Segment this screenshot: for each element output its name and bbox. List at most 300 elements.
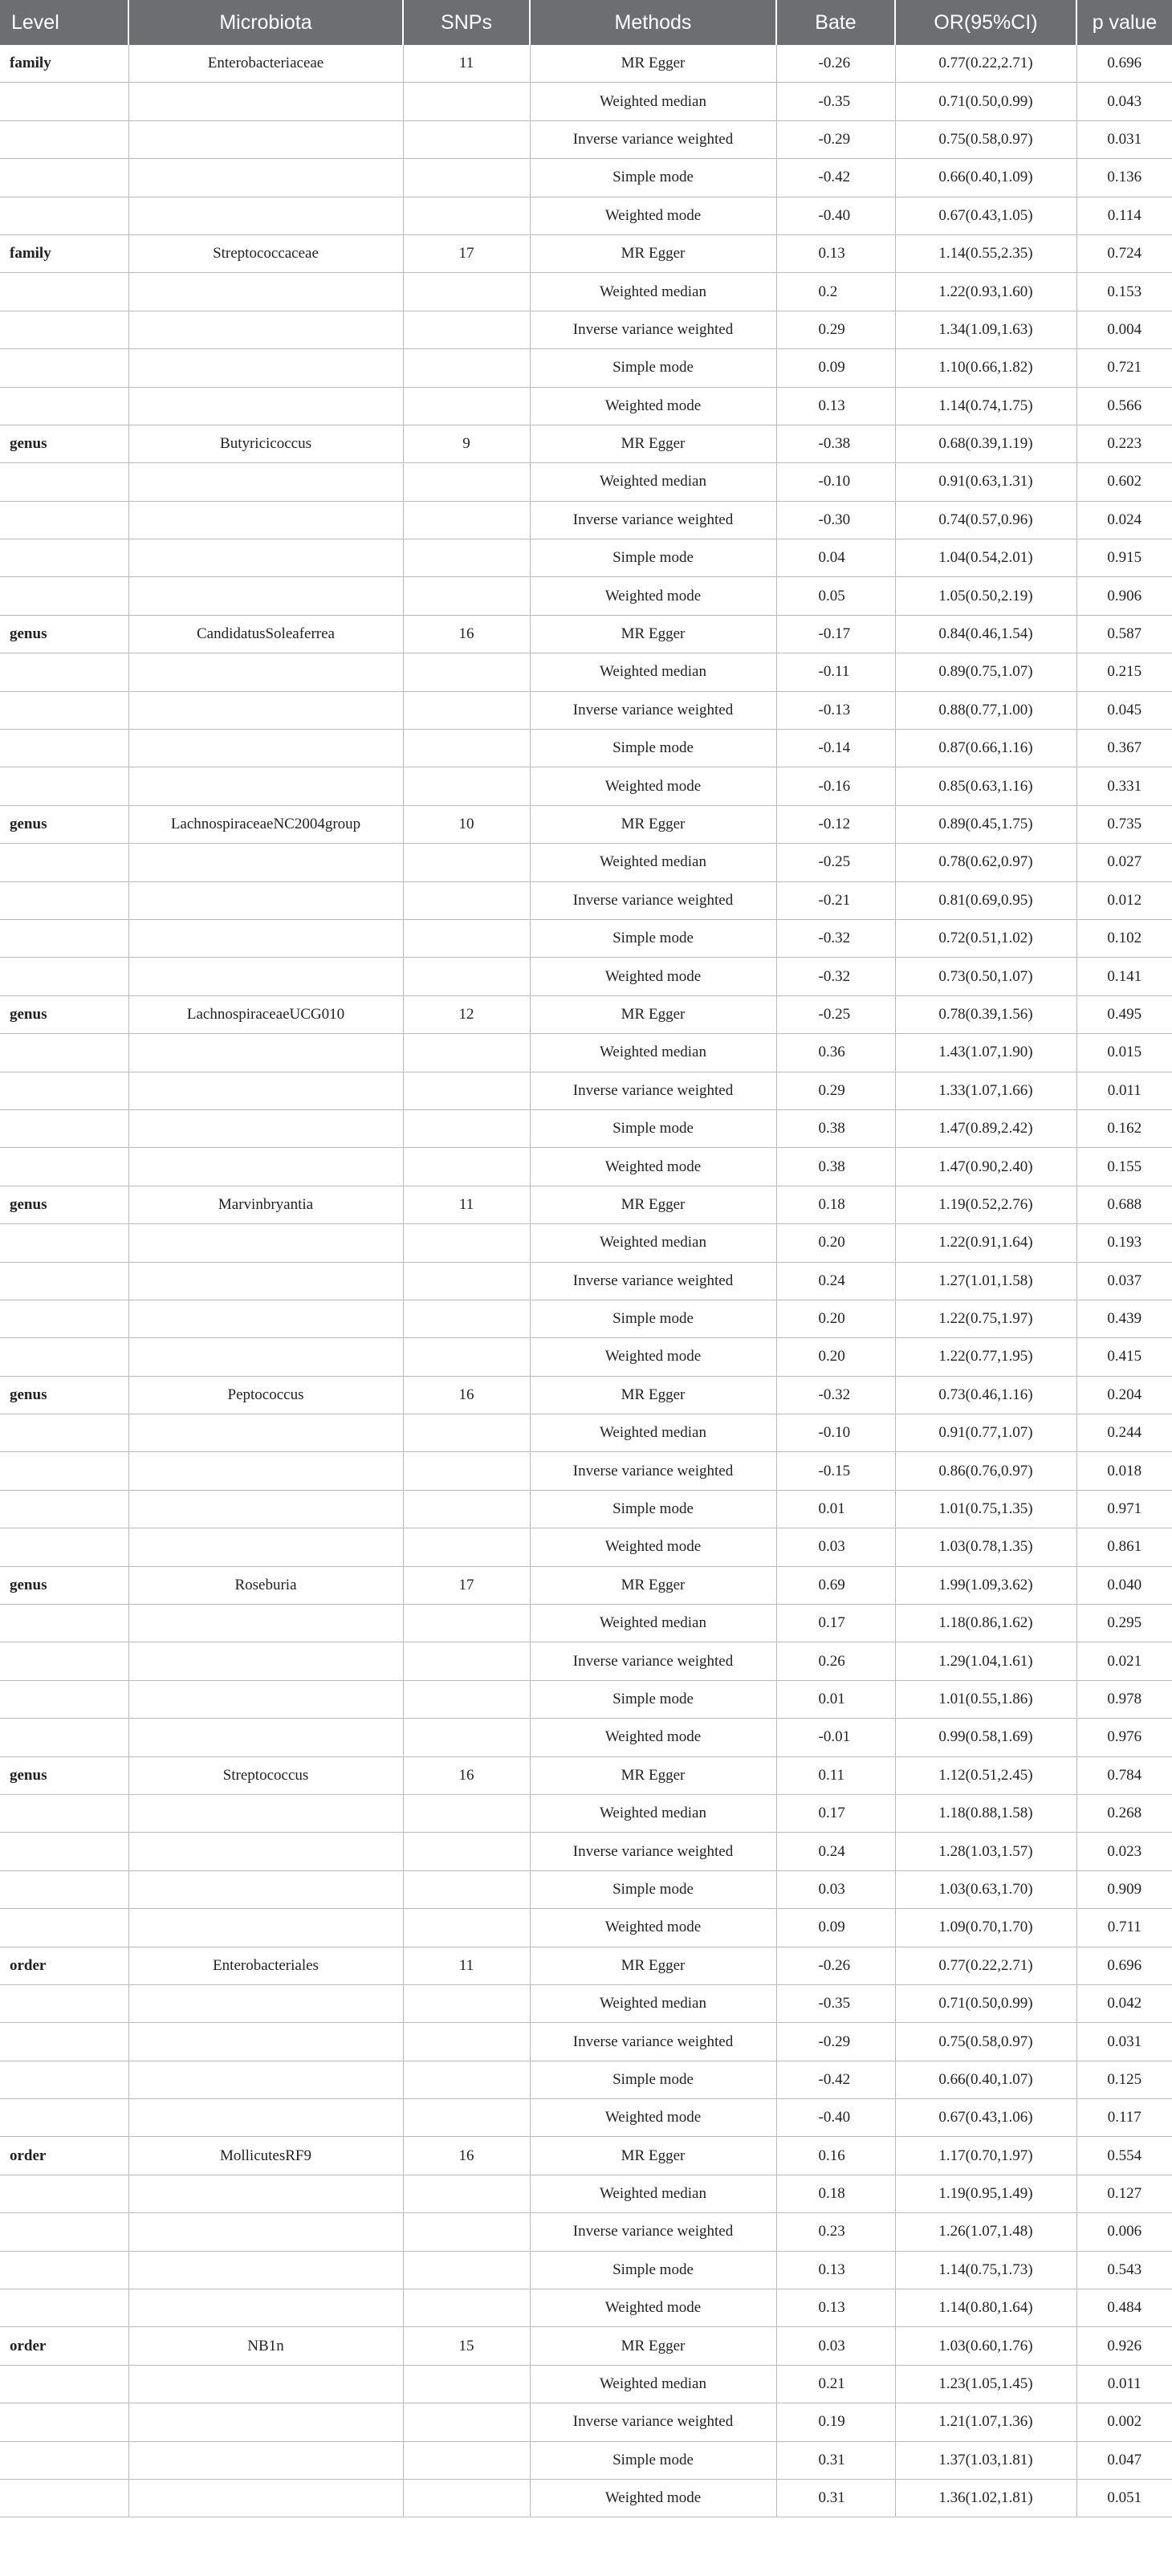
level-cell bbox=[0, 2403, 128, 2441]
p-value-cell: 0.215 bbox=[1076, 653, 1172, 691]
snps-cell: 17 bbox=[403, 234, 530, 272]
method-cell: Inverse variance weighted bbox=[530, 120, 776, 158]
bate-cell: -0.32 bbox=[776, 919, 895, 957]
level-cell bbox=[0, 159, 128, 197]
snps-cell bbox=[403, 1338, 530, 1376]
header-methods: Methods bbox=[530, 0, 776, 45]
table-row bbox=[0, 919, 1172, 957]
p-value-cell: 0.415 bbox=[1076, 1338, 1172, 1376]
table-row bbox=[0, 2023, 1172, 2061]
bate-cell: 0.69 bbox=[776, 1566, 895, 1604]
header-microbiota: Microbiota bbox=[128, 0, 403, 45]
method-cell: Simple mode bbox=[530, 1870, 776, 1908]
level-cell bbox=[0, 1490, 128, 1528]
bate-cell: 0.38 bbox=[776, 1109, 895, 1147]
snps-cell: 11 bbox=[403, 1186, 530, 1223]
or-ci-cell: 1.03(0.78,1.35) bbox=[895, 1528, 1076, 1566]
bate-cell: -0.10 bbox=[776, 1414, 895, 1452]
table-row bbox=[0, 1909, 1172, 1947]
bate-cell: -0.42 bbox=[776, 159, 895, 197]
snps-cell bbox=[403, 1072, 530, 1109]
or-ci-cell: 1.36(1.02,1.81) bbox=[895, 2480, 1076, 2517]
level-cell bbox=[0, 767, 128, 805]
level-cell bbox=[0, 958, 128, 995]
method-cell: Inverse variance weighted bbox=[530, 2023, 776, 2061]
or-ci-cell: 0.75(0.58,0.97) bbox=[895, 2023, 1076, 2061]
snps-cell bbox=[403, 2365, 530, 2403]
method-cell: Simple mode bbox=[530, 159, 776, 197]
method-cell: Simple mode bbox=[530, 730, 776, 767]
level-cell bbox=[0, 1109, 128, 1147]
table-row bbox=[0, 615, 1172, 653]
microbiota-cell bbox=[128, 2441, 403, 2479]
bate-cell: -0.17 bbox=[776, 615, 895, 653]
table-row bbox=[0, 83, 1172, 120]
p-value-cell: 0.721 bbox=[1076, 349, 1172, 387]
bate-cell: 0.13 bbox=[776, 234, 895, 272]
method-cell: MR Egger bbox=[530, 425, 776, 462]
bate-cell: -0.25 bbox=[776, 995, 895, 1033]
p-value-cell: 0.031 bbox=[1076, 120, 1172, 158]
level-cell bbox=[0, 2061, 128, 2098]
snps-cell bbox=[403, 1605, 530, 1642]
bate-cell: 0.20 bbox=[776, 1300, 895, 1337]
method-cell: Simple mode bbox=[530, 919, 776, 957]
header-or-ci: OR(95%CI) bbox=[895, 0, 1076, 45]
method-cell: MR Egger bbox=[530, 1947, 776, 1984]
or-ci-cell: 0.84(0.46,1.54) bbox=[895, 615, 1076, 653]
table-row bbox=[0, 2061, 1172, 2098]
snps-cell: 12 bbox=[403, 995, 530, 1033]
level-cell bbox=[0, 2365, 128, 2403]
or-ci-cell: 1.18(0.88,1.58) bbox=[895, 1794, 1076, 1832]
bate-cell: -0.10 bbox=[776, 463, 895, 501]
bate-cell: 0.17 bbox=[776, 1794, 895, 1832]
snps-cell bbox=[403, 1262, 530, 1300]
table-row bbox=[0, 1719, 1172, 1756]
bate-cell: 0.20 bbox=[776, 1338, 895, 1376]
method-cell: Inverse variance weighted bbox=[530, 1262, 776, 1300]
or-ci-cell: 1.14(0.55,2.35) bbox=[895, 234, 1076, 272]
p-value-cell: 0.295 bbox=[1076, 1605, 1172, 1642]
table-row bbox=[0, 1109, 1172, 1147]
table-row bbox=[0, 1947, 1172, 1984]
microbiota-cell bbox=[128, 844, 403, 881]
level-cell bbox=[0, 2175, 128, 2212]
snps-cell bbox=[403, 653, 530, 691]
level-cell bbox=[0, 2251, 128, 2289]
or-ci-cell: 0.99(0.58,1.69) bbox=[895, 1719, 1076, 1756]
method-cell: MR Egger bbox=[530, 805, 776, 843]
method-cell: MR Egger bbox=[530, 45, 776, 83]
bate-cell: 0.01 bbox=[776, 1680, 895, 1718]
or-ci-cell: 0.89(0.45,1.75) bbox=[895, 805, 1076, 843]
method-cell: Simple mode bbox=[530, 2251, 776, 2289]
microbiota-cell bbox=[128, 2175, 403, 2212]
snps-cell bbox=[403, 311, 530, 348]
microbiota-cell bbox=[128, 2365, 403, 2403]
method-cell: Weighted median bbox=[530, 844, 776, 881]
header-snps: SNPs bbox=[403, 0, 530, 45]
table-row bbox=[0, 995, 1172, 1033]
level-cell bbox=[0, 349, 128, 387]
snps-cell bbox=[403, 2175, 530, 2212]
level-cell: genus bbox=[0, 1186, 128, 1223]
table-row bbox=[0, 539, 1172, 577]
table-row bbox=[0, 1833, 1172, 1870]
table-row bbox=[0, 1490, 1172, 1528]
or-ci-cell: 1.47(0.90,2.40) bbox=[895, 1148, 1076, 1186]
bate-cell: 0.29 bbox=[776, 311, 895, 348]
level-cell bbox=[0, 273, 128, 311]
table-row bbox=[0, 1984, 1172, 2022]
level-cell bbox=[0, 844, 128, 881]
level-cell bbox=[0, 1605, 128, 1642]
or-ci-cell: 0.77(0.22,2.71) bbox=[895, 45, 1076, 83]
snps-cell bbox=[403, 881, 530, 919]
microbiota-cell bbox=[128, 1680, 403, 1718]
microbiota-cell bbox=[128, 1414, 403, 1452]
microbiota-cell bbox=[128, 1262, 403, 1300]
p-value-cell: 0.976 bbox=[1076, 1719, 1172, 1756]
p-value-cell: 0.724 bbox=[1076, 234, 1172, 272]
microbiota-cell bbox=[128, 2403, 403, 2441]
or-ci-cell: 1.03(0.60,1.76) bbox=[895, 2327, 1076, 2365]
method-cell: Inverse variance weighted bbox=[530, 1072, 776, 1109]
snps-cell bbox=[403, 2023, 530, 2061]
p-value-cell: 0.204 bbox=[1076, 1376, 1172, 1414]
p-value-cell: 0.735 bbox=[1076, 805, 1172, 843]
table-row bbox=[0, 1566, 1172, 1604]
table-row bbox=[0, 234, 1172, 272]
or-ci-cell: 1.03(0.63,1.70) bbox=[895, 1870, 1076, 1908]
table-row bbox=[0, 805, 1172, 843]
snps-cell bbox=[403, 2403, 530, 2441]
p-value-cell: 0.043 bbox=[1076, 83, 1172, 120]
method-cell: Simple mode bbox=[530, 1109, 776, 1147]
microbiota-cell bbox=[128, 1528, 403, 1566]
level-cell bbox=[0, 1528, 128, 1566]
method-cell: Weighted median bbox=[530, 1605, 776, 1642]
table-row bbox=[0, 2441, 1172, 2479]
microbiota-cell bbox=[128, 120, 403, 158]
or-ci-cell: 0.73(0.50,1.07) bbox=[895, 958, 1076, 995]
level-cell: genus bbox=[0, 1566, 128, 1604]
level-cell: family bbox=[0, 234, 128, 272]
snps-cell bbox=[403, 463, 530, 501]
snps-cell bbox=[403, 159, 530, 197]
or-ci-cell: 1.14(0.80,1.64) bbox=[895, 2289, 1076, 2327]
level-cell bbox=[0, 501, 128, 539]
level-cell bbox=[0, 83, 128, 120]
method-cell: Inverse variance weighted bbox=[530, 1452, 776, 1490]
p-value-cell: 0.978 bbox=[1076, 1680, 1172, 1718]
table-row bbox=[0, 425, 1172, 462]
level-cell bbox=[0, 1034, 128, 1072]
method-cell: Weighted mode bbox=[530, 1338, 776, 1376]
snps-cell: 16 bbox=[403, 1756, 530, 1794]
or-ci-cell: 1.21(1.07,1.36) bbox=[895, 2403, 1076, 2441]
microbiota-cell: Butyricicoccus bbox=[128, 425, 403, 462]
p-value-cell: 0.037 bbox=[1076, 1262, 1172, 1300]
level-cell bbox=[0, 1262, 128, 1300]
or-ci-cell: 0.73(0.46,1.16) bbox=[895, 1376, 1076, 1414]
table-row bbox=[0, 1072, 1172, 1109]
bate-cell: -0.32 bbox=[776, 958, 895, 995]
level-cell bbox=[0, 1642, 128, 1680]
p-value-cell: 0.024 bbox=[1076, 501, 1172, 539]
method-cell: Weighted mode bbox=[530, 1909, 776, 1947]
level-cell: order bbox=[0, 2327, 128, 2365]
table-row bbox=[0, 273, 1172, 311]
p-value-cell: 0.861 bbox=[1076, 1528, 1172, 1566]
table-row bbox=[0, 197, 1172, 234]
microbiota-cell bbox=[128, 2251, 403, 2289]
p-value-cell: 0.045 bbox=[1076, 691, 1172, 729]
p-value-cell: 0.031 bbox=[1076, 2023, 1172, 2061]
bate-cell: 0.03 bbox=[776, 1528, 895, 1566]
level-cell: order bbox=[0, 1947, 128, 1984]
method-cell: MR Egger bbox=[530, 1376, 776, 1414]
snps-cell bbox=[403, 2480, 530, 2517]
method-cell: Weighted median bbox=[530, 1034, 776, 1072]
method-cell: Inverse variance weighted bbox=[530, 1642, 776, 1680]
bate-cell: 0.20 bbox=[776, 1224, 895, 1262]
or-ci-cell: 1.09(0.70,1.70) bbox=[895, 1909, 1076, 1947]
table-row bbox=[0, 653, 1172, 691]
microbiota-cell bbox=[128, 881, 403, 919]
or-ci-cell: 0.72(0.51,1.02) bbox=[895, 919, 1076, 957]
table-row bbox=[0, 2251, 1172, 2289]
bate-cell: 0.01 bbox=[776, 1490, 895, 1528]
level-cell: genus bbox=[0, 425, 128, 462]
or-ci-cell: 1.04(0.54,2.01) bbox=[895, 539, 1076, 577]
microbiota-cell bbox=[128, 1984, 403, 2022]
table-row bbox=[0, 1642, 1172, 1680]
snps-cell bbox=[403, 577, 530, 615]
microbiota-cell: Peptococcus bbox=[128, 1376, 403, 1414]
method-cell: MR Egger bbox=[530, 995, 776, 1033]
or-ci-cell: 1.18(0.86,1.62) bbox=[895, 1605, 1076, 1642]
level-cell bbox=[0, 881, 128, 919]
microbiota-cell bbox=[128, 1870, 403, 1908]
level-cell bbox=[0, 2480, 128, 2517]
p-value-cell: 0.566 bbox=[1076, 387, 1172, 425]
microbiota-cell bbox=[128, 1642, 403, 1680]
method-cell: Weighted mode bbox=[530, 577, 776, 615]
microbiota-cell: Marvinbryantia bbox=[128, 1186, 403, 1223]
p-value-cell: 0.711 bbox=[1076, 1909, 1172, 1947]
bate-cell: -0.29 bbox=[776, 2023, 895, 2061]
microbiota-cell: LachnospiraceaeNC2004group bbox=[128, 805, 403, 843]
method-cell: Simple mode bbox=[530, 1680, 776, 1718]
snps-cell: 16 bbox=[403, 2137, 530, 2175]
table-row bbox=[0, 1794, 1172, 1832]
bate-cell: -0.29 bbox=[776, 120, 895, 158]
snps-cell bbox=[403, 1528, 530, 1566]
table-row bbox=[0, 45, 1172, 83]
snps-cell bbox=[403, 767, 530, 805]
microbiota-cell bbox=[128, 349, 403, 387]
method-cell: Weighted median bbox=[530, 1984, 776, 2022]
snps-cell bbox=[403, 691, 530, 729]
snps-cell bbox=[403, 539, 530, 577]
microbiota-cell bbox=[128, 311, 403, 348]
or-ci-cell: 0.74(0.57,0.96) bbox=[895, 501, 1076, 539]
table-row bbox=[0, 120, 1172, 158]
p-value-cell: 0.688 bbox=[1076, 1186, 1172, 1223]
p-value-cell: 0.011 bbox=[1076, 2365, 1172, 2403]
bate-cell: 0.31 bbox=[776, 2441, 895, 2479]
bate-cell: 0.18 bbox=[776, 1186, 895, 1223]
table-row bbox=[0, 1528, 1172, 1566]
level-cell bbox=[0, 1870, 128, 1908]
bate-cell: 0.16 bbox=[776, 2137, 895, 2175]
bate-cell: 0.09 bbox=[776, 349, 895, 387]
microbiota-cell bbox=[128, 1109, 403, 1147]
level-cell bbox=[0, 1224, 128, 1262]
method-cell: Weighted mode bbox=[530, 767, 776, 805]
microbiota-cell bbox=[128, 2099, 403, 2137]
level-cell: genus bbox=[0, 1376, 128, 1414]
snps-cell bbox=[403, 2251, 530, 2289]
table-row bbox=[0, 958, 1172, 995]
level-cell bbox=[0, 463, 128, 501]
method-cell: Weighted median bbox=[530, 2175, 776, 2212]
level-cell bbox=[0, 197, 128, 234]
level-cell: family bbox=[0, 45, 128, 83]
method-cell: Weighted median bbox=[530, 463, 776, 501]
method-cell: Weighted mode bbox=[530, 1528, 776, 1566]
bate-cell: 0.21 bbox=[776, 2365, 895, 2403]
or-ci-cell: 1.47(0.89,2.42) bbox=[895, 1109, 1076, 1147]
p-value-cell: 0.162 bbox=[1076, 1109, 1172, 1147]
or-ci-cell: 1.01(0.75,1.35) bbox=[895, 1490, 1076, 1528]
snps-cell bbox=[403, 1794, 530, 1832]
method-cell: Weighted mode bbox=[530, 2099, 776, 2137]
microbiota-cell bbox=[128, 1072, 403, 1109]
table-row bbox=[0, 349, 1172, 387]
table-row bbox=[0, 2327, 1172, 2365]
method-cell: Inverse variance weighted bbox=[530, 1833, 776, 1870]
method-cell: Inverse variance weighted bbox=[530, 501, 776, 539]
bate-cell: -0.26 bbox=[776, 45, 895, 83]
or-ci-cell: 0.91(0.63,1.31) bbox=[895, 463, 1076, 501]
table-row bbox=[0, 2289, 1172, 2327]
table-row bbox=[0, 767, 1172, 805]
p-value-cell: 0.193 bbox=[1076, 1224, 1172, 1262]
p-value-cell: 0.023 bbox=[1076, 1833, 1172, 1870]
or-ci-cell: 1.33(1.07,1.66) bbox=[895, 1072, 1076, 1109]
or-ci-cell: 1.43(1.07,1.90) bbox=[895, 1034, 1076, 1072]
microbiota-cell bbox=[128, 83, 403, 120]
level-cell bbox=[0, 1300, 128, 1337]
snps-cell bbox=[403, 730, 530, 767]
snps-cell: 11 bbox=[403, 1947, 530, 1984]
level-cell bbox=[0, 919, 128, 957]
table-row bbox=[0, 2365, 1172, 2403]
snps-cell bbox=[403, 2441, 530, 2479]
table-row bbox=[0, 1034, 1172, 1072]
or-ci-cell: 0.68(0.39,1.19) bbox=[895, 425, 1076, 462]
or-ci-cell: 0.87(0.66,1.16) bbox=[895, 730, 1076, 767]
snps-cell bbox=[403, 1870, 530, 1908]
p-value-cell: 0.136 bbox=[1076, 159, 1172, 197]
microbiota-cell bbox=[128, 577, 403, 615]
or-ci-cell: 0.67(0.43,1.06) bbox=[895, 2099, 1076, 2137]
microbiota-cell bbox=[128, 1452, 403, 1490]
level-cell: genus bbox=[0, 995, 128, 1033]
microbiota-cell bbox=[128, 2480, 403, 2517]
table-row bbox=[0, 1870, 1172, 1908]
or-ci-cell: 1.22(0.75,1.97) bbox=[895, 1300, 1076, 1337]
snps-cell bbox=[403, 2061, 530, 2098]
bate-cell: -0.38 bbox=[776, 425, 895, 462]
or-ci-cell: 1.12(0.51,2.45) bbox=[895, 1756, 1076, 1794]
level-cell: genus bbox=[0, 1756, 128, 1794]
snps-cell bbox=[403, 349, 530, 387]
bate-cell: -0.35 bbox=[776, 1984, 895, 2022]
level-cell bbox=[0, 691, 128, 729]
level-cell bbox=[0, 1452, 128, 1490]
bate-cell: -0.26 bbox=[776, 1947, 895, 1984]
table-row bbox=[0, 2099, 1172, 2137]
bate-cell: 0.24 bbox=[776, 1262, 895, 1300]
level-cell bbox=[0, 1148, 128, 1186]
method-cell: MR Egger bbox=[530, 1566, 776, 1604]
microbiota-cell bbox=[128, 2023, 403, 2061]
or-ci-cell: 1.99(1.09,3.62) bbox=[895, 1566, 1076, 1604]
bate-cell: -0.32 bbox=[776, 1376, 895, 1414]
method-cell: Weighted median bbox=[530, 2365, 776, 2403]
p-value-cell: 0.602 bbox=[1076, 463, 1172, 501]
or-ci-cell: 1.22(0.77,1.95) bbox=[895, 1338, 1076, 1376]
or-ci-cell: 1.01(0.55,1.86) bbox=[895, 1680, 1076, 1718]
bate-cell: -0.16 bbox=[776, 767, 895, 805]
method-cell: MR Egger bbox=[530, 2137, 776, 2175]
or-ci-cell: 0.86(0.76,0.97) bbox=[895, 1452, 1076, 1490]
microbiota-cell bbox=[128, 1148, 403, 1186]
microbiota-cell bbox=[128, 1909, 403, 1947]
microbiota-cell: Enterobacteriaceae bbox=[128, 45, 403, 83]
bate-cell: 0.04 bbox=[776, 539, 895, 577]
p-value-cell: 0.926 bbox=[1076, 2327, 1172, 2365]
level-cell bbox=[0, 1680, 128, 1718]
level-cell bbox=[0, 1072, 128, 1109]
table-row bbox=[0, 2480, 1172, 2517]
bate-cell: -0.35 bbox=[776, 83, 895, 120]
table-row bbox=[0, 1414, 1172, 1452]
bate-cell: 0.2 bbox=[776, 273, 895, 311]
method-cell: Weighted median bbox=[530, 1414, 776, 1452]
snps-cell bbox=[403, 1224, 530, 1262]
p-value-cell: 0.915 bbox=[1076, 539, 1172, 577]
table-row bbox=[0, 1148, 1172, 1186]
snps-cell bbox=[403, 2099, 530, 2137]
p-value-cell: 0.153 bbox=[1076, 273, 1172, 311]
or-ci-cell: 0.71(0.50,0.99) bbox=[895, 1984, 1076, 2022]
microbiota-cell: Streptococcaceae bbox=[128, 234, 403, 272]
level-cell: genus bbox=[0, 615, 128, 653]
method-cell: MR Egger bbox=[530, 1756, 776, 1794]
table-row bbox=[0, 387, 1172, 425]
table-row bbox=[0, 2213, 1172, 2251]
p-value-cell: 0.155 bbox=[1076, 1148, 1172, 1186]
microbiota-cell: MollicutesRF9 bbox=[128, 2137, 403, 2175]
method-cell: Simple mode bbox=[530, 2061, 776, 2098]
method-cell: Weighted median bbox=[530, 653, 776, 691]
microbiota-cell bbox=[128, 958, 403, 995]
